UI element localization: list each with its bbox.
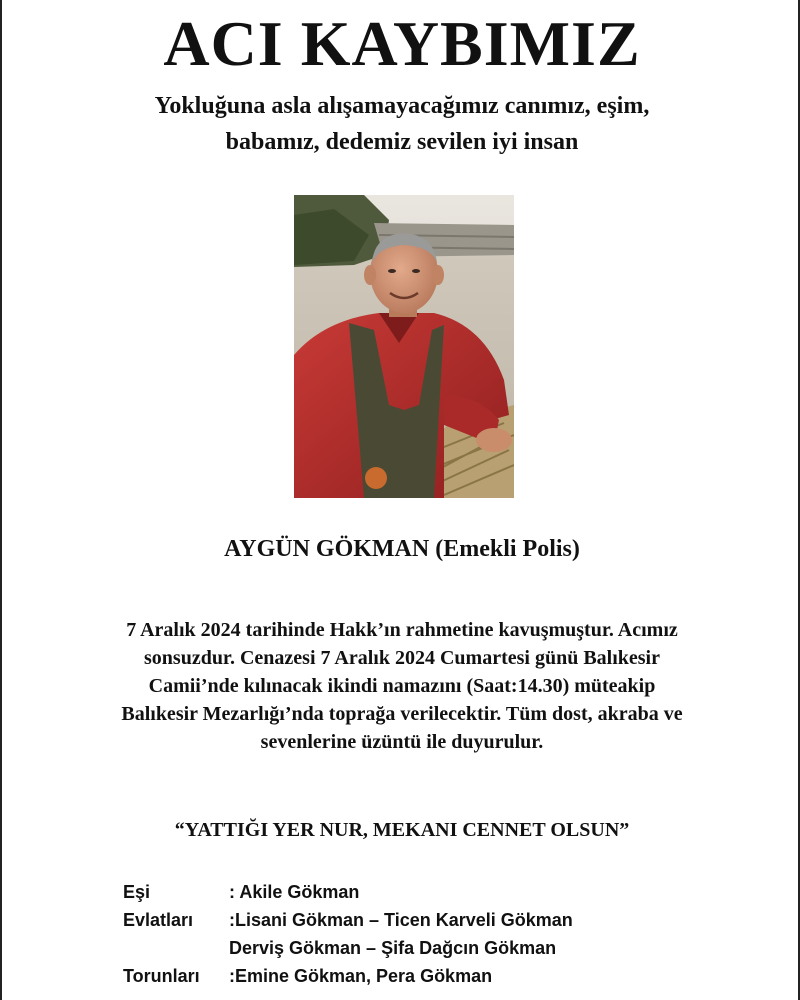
announcement-line: 7 Aralık 2024 tarihinde Hakk’ın rahmetine kavuşmuştur. Acımız — [126, 619, 678, 641]
announcement-line: Balıkesir Mezarlığı’nda toprağa verilecektir. Tüm dost, akraba ve — [121, 703, 683, 725]
deceased-name: AYGÜN GÖKMAN (Emekli Polis) — [224, 536, 580, 562]
family-value: :Lisani Gökman – Ticen Karveli Gökman — [229, 910, 573, 930]
family-row-children-continued — [123, 934, 763, 962]
family-value: :Emine Gökman, Pera Gökman — [229, 966, 493, 986]
subtitle — [62, 88, 742, 160]
announcement-line: sonsuzdur. Cenazesi 7 Aralık 2024 Cumartesi günü Balıkesir — [144, 647, 660, 669]
family-value: : Akile Gökman — [229, 882, 360, 902]
subtitle-line: babamız, dedemiz sevilen iyi insan — [225, 129, 579, 155]
family-row-spouse — [123, 878, 763, 906]
announcement-text — [52, 616, 752, 756]
page-title: ACI KAYBIMIZ — [163, 8, 641, 79]
family-row-children — [123, 906, 763, 934]
family-label: Evlatları — [123, 910, 194, 930]
announcement-line: Camii’nde kılınacak ikindi namazını (Saat:14.30) müteakip — [148, 675, 656, 697]
family-label: Eşi — [123, 882, 151, 902]
family-value: Derviş Gökman – Şifa Dağcın Gökman — [229, 938, 557, 958]
portrait-photo — [294, 195, 514, 498]
family-row-grandchildren — [123, 962, 763, 990]
announcement-line: sevenlerine üzüntü ile duyurulur. — [260, 731, 544, 753]
family-list — [123, 878, 763, 990]
memorial-quote: “YATTIĞI YER NUR, MEKANI CENNET OLSUN” — [174, 819, 630, 841]
family-label — [123, 934, 229, 962]
subtitle-line: Yokluğuna asla alışamayacağımız canımız, eşim, — [154, 93, 650, 119]
family-label: Torunları — [123, 966, 200, 986]
